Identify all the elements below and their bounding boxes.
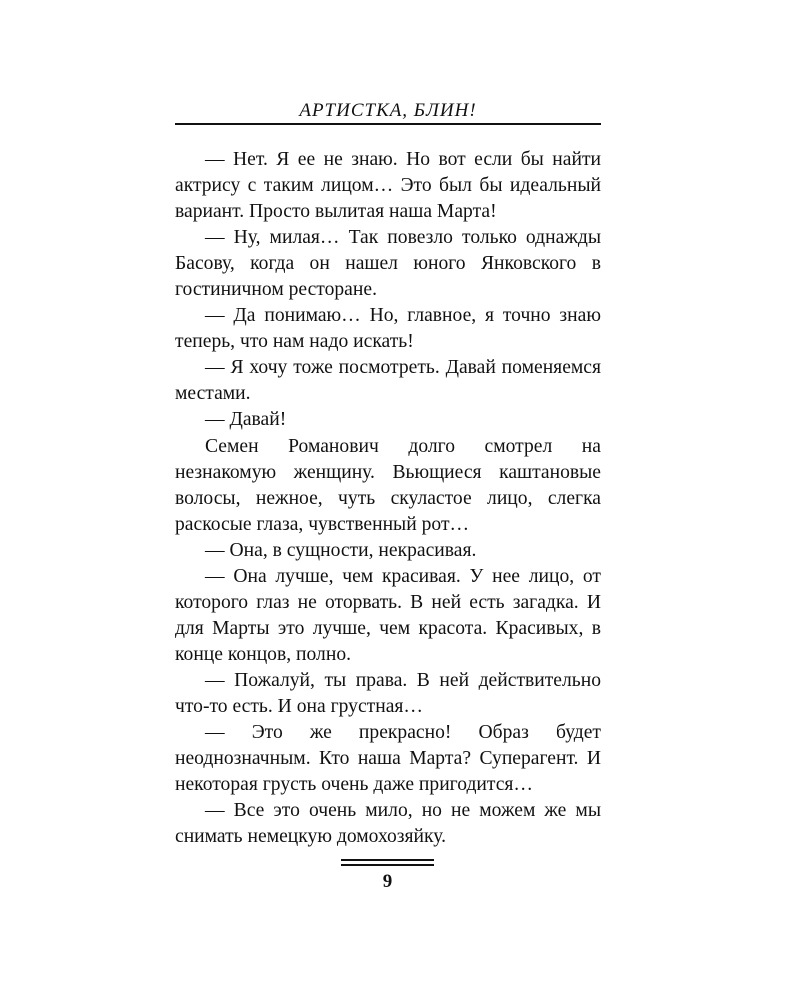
paragraph: — Нет. Я ее не знаю. Но вот если бы найти актрису с таким лицом… Это был бы идеальный вариант. Просто вылитая наша Марта! (175, 149, 601, 223)
folio-rule-bottom (341, 864, 434, 866)
paragraph: — Давай! (205, 409, 287, 431)
paragraph: — Это же прекрасно! Образ будет неоднозначным. Кто наша Марта? Суперагент. И некоторая грусть очень даже пригодится… (175, 722, 601, 796)
folio-rule-top (341, 859, 434, 861)
paragraph: — Она лучше, чем красивая. У нее лицо, от которого глаз не оторвать. В ней есть загадка. И для Марты это лучше, чем красота. Красивых, в конце концов, полно. (175, 565, 601, 665)
body-text (175, 147, 601, 850)
paragraph: — Я хочу тоже посмотреть. Давай поменяемся местами. (175, 357, 601, 405)
paragraph: — Пожалуй, ты права. В ней действительно что-то есть. И она грустная… (175, 669, 601, 717)
page-number: 9 (382, 871, 393, 892)
paragraph: — Ну, милая… Так повезло только однажды Басову, когда он нашел юного Янковского в гостиничном ресторане. (175, 227, 601, 301)
running-head-title: АРТИСТКА, БЛИН! (299, 100, 477, 121)
paragraph: — Да понимаю… Но, главное, я точно знаю теперь, что нам надо искать! (175, 305, 601, 353)
paragraph: — Она, в сущности, некрасивая. (205, 539, 477, 561)
paragraph: — Все это очень мило, но не можем же мы снимать немецкую домохозяйку. (175, 800, 601, 848)
header-rule (175, 123, 601, 125)
paragraph: Семен Романович долго смотрел на незнакомую женщину. Вьющиеся каштановые волосы, нежное, чуть скуластое лицо, слегка раскосые глаза, чувственный рот… (175, 435, 601, 535)
